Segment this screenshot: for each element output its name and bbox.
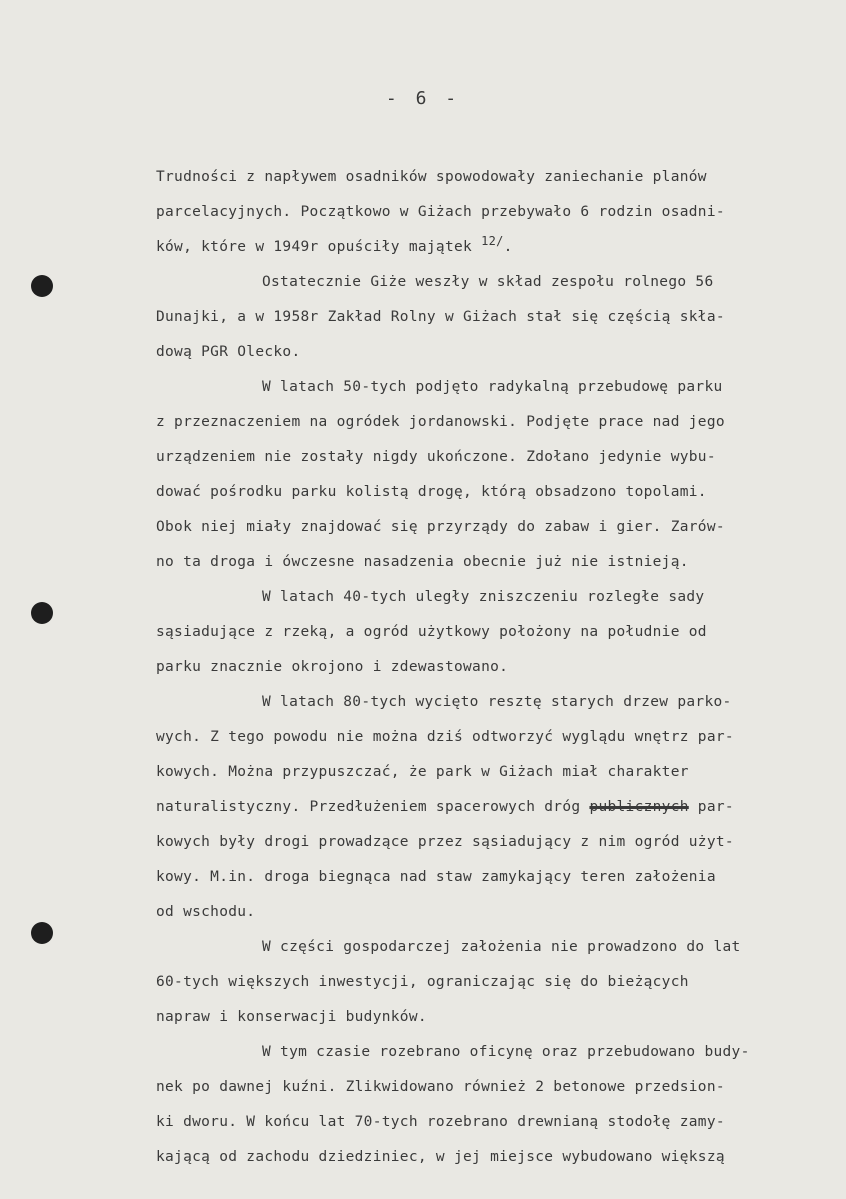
text-line — [156, 650, 836, 685]
text-line — [156, 1035, 836, 1070]
punch-hole — [31, 922, 53, 944]
text-line-content: wych. Z tego powodu nie można dziś odtworzyć wyglądu wnętrz par- — [156, 729, 734, 745]
text-line-content: kającą od zachodu dziedziniec, w jej miejsce wybudowano większą — [156, 1149, 725, 1165]
text-line-content: sąsiadujące z rzeką, a ogród użytkowy położony na południe od — [156, 624, 707, 640]
text-line — [156, 1000, 836, 1035]
text-line — [156, 720, 836, 755]
punch-hole — [31, 602, 53, 624]
footnote-reference: 12/ — [481, 234, 504, 249]
text-line-content: 60-tych większych inwestycji, ograniczając się do bieżących — [156, 974, 689, 990]
text-line — [156, 510, 836, 545]
text-line — [156, 370, 836, 405]
text-line-content: naturalistyczny. Przedłużeniem spacerowych dróg — [156, 799, 590, 815]
text-line-content: parku znacznie okrojono i zdewastowano. — [156, 659, 509, 675]
text-line — [156, 825, 836, 860]
text-line — [156, 160, 836, 195]
text-line-content: ków, które w 1949r opuściły majątek — [156, 239, 482, 255]
text-line-content: Trudności z napływem osadników spowodowały zaniechanie planów — [156, 169, 707, 185]
text-line-content: kowych. Można przypuszczać, że park w Giżach miał charakter — [156, 764, 689, 780]
text-line — [156, 895, 836, 930]
body-text — [156, 160, 836, 1175]
text-line — [156, 615, 836, 650]
text-line — [156, 860, 836, 895]
text-line-content: no ta droga i ówczesne nasadzenia obecnie już nie istnieją. — [156, 554, 689, 570]
text-line — [156, 790, 836, 825]
text-line — [156, 440, 836, 475]
punch-hole — [31, 275, 53, 297]
text-line — [156, 335, 836, 370]
text-line-content: kowych były drogi prowadzące przez sąsiadujący z nim ogród użyt- — [156, 834, 734, 850]
text-line-content: nek po dawnej kuźni. Zlikwidowano również 2 betonowe przedsion- — [156, 1079, 725, 1095]
text-line-content: dową PGR Olecko. — [156, 344, 301, 360]
text-line — [156, 300, 836, 335]
text-line-tail: par- — [688, 799, 734, 815]
text-line — [156, 685, 836, 720]
text-line-content: urządzeniem nie zostały nigdy ukończone. Zdołano jedynie wybu- — [156, 449, 716, 465]
text-line-content: W części gospodarczej założenia nie prowadzono do lat — [262, 939, 741, 955]
text-line — [156, 475, 836, 510]
text-line — [156, 930, 836, 965]
text-line-content: Obok niej miały znajdować się przyrządy do zabaw i gier. Zarów- — [156, 519, 725, 535]
text-line — [156, 1140, 836, 1175]
text-line — [156, 545, 836, 580]
text-line-content: Dunajki, a w 1958r Zakład Rolny w Giżach stał się częścią skła- — [156, 309, 725, 325]
text-line-content: W latach 40-tych uległy zniszczeniu rozległe sady — [262, 589, 705, 605]
text-line-content: kowy. M.in. droga biegnąca nad staw zamykający teren założenia — [156, 869, 716, 885]
text-line-content: W tym czasie rozebrano oficynę oraz przebudowano budy- — [262, 1044, 750, 1060]
text-line-tail: . — [503, 239, 513, 255]
text-line — [156, 755, 836, 790]
text-line-content: ki dworu. W końcu lat 70-tych rozebrano drewnianą stodołę zamy- — [156, 1114, 725, 1130]
text-line-content: W latach 80-tych wycięto resztę starych drzew parko- — [262, 694, 732, 710]
text-line-content: napraw i konserwacji budynków. — [156, 1009, 427, 1025]
text-line — [156, 1070, 836, 1105]
text-line-content: od wschodu. — [156, 904, 256, 920]
text-line-content: Ostatecznie Giże weszły w skład zespołu rolnego 56 — [262, 274, 714, 290]
text-line — [156, 965, 836, 1000]
text-line-content: W latach 50-tych podjęto radykalną przebudowę parku — [262, 379, 723, 395]
page-number: - 6 - — [385, 88, 461, 109]
text-line — [156, 1105, 836, 1140]
struck-out-word: publicznych — [589, 799, 689, 815]
text-line — [156, 230, 836, 265]
text-line — [156, 405, 836, 440]
text-line-content: parcelacyjnych. Początkowo w Giżach przebywało 6 rodzin osadni- — [156, 204, 725, 220]
text-line-content: z przeznaczeniem na ogródek jordanowski. Podjęte prace nad jego — [156, 414, 725, 430]
text-line — [156, 265, 836, 300]
text-line — [156, 580, 836, 615]
text-line — [156, 195, 836, 230]
text-line-content: dować pośrodku parku kolistą drogę, którą obsadzono topolami. — [156, 484, 707, 500]
